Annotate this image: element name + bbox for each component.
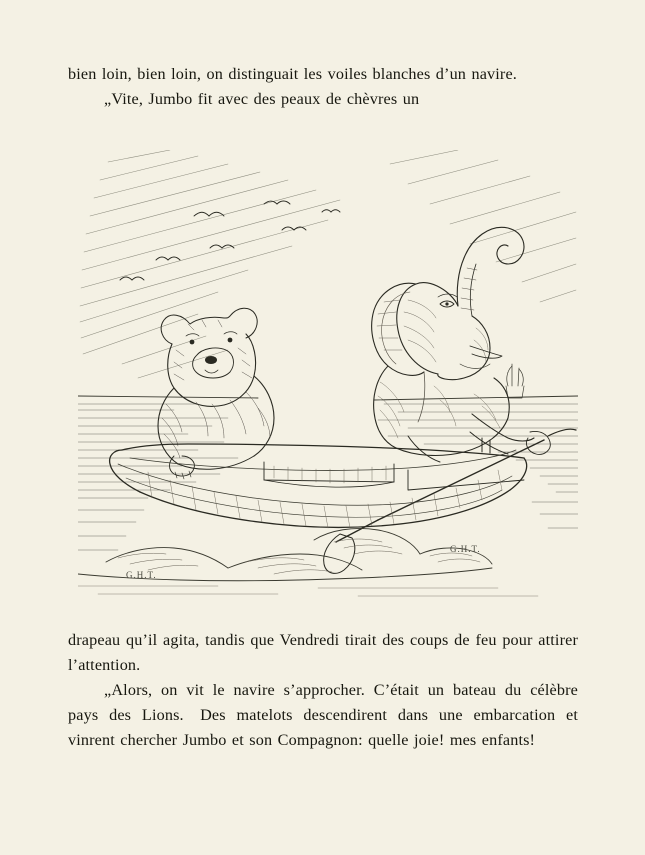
artist-signature-left: G.H.T. bbox=[126, 570, 157, 580]
top-paragraph-1: bien loin, bien loin, on distinguait les voiles blanches d’un navire. bbox=[68, 65, 517, 83]
bottom-text-block bbox=[68, 628, 578, 753]
top-text-block bbox=[68, 62, 578, 112]
bottom-paragraph-2: „Alors, on vit le navire s’approcher. C’était un bateau du célèbre pays des Lions. Des matelots descendirent dans une embarcation et vinrent chercher Jumbo et son Compagnon: quelle joie! mes enfants! bbox=[68, 681, 578, 749]
illustration-jumbo-and-bear-in-rowboat bbox=[78, 150, 578, 600]
top-paragraph-2: „Vite, Jumbo fit avec des peaux de chèvres un bbox=[104, 90, 420, 108]
bottom-paragraph-1: drapeau qu’il agita, tandis que Vendredi tirait des coups de feu pour attirer l’attention. bbox=[68, 631, 578, 674]
artist-signature-right: G.H.T. bbox=[450, 544, 481, 554]
